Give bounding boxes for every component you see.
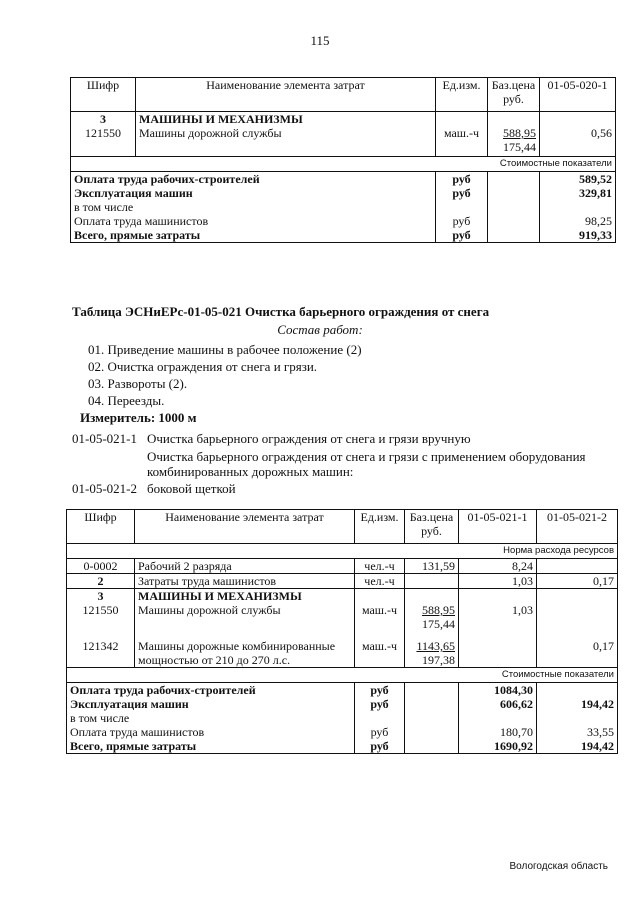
resource-unit: маш.-ч (436, 126, 488, 156)
section-code: 3 (71, 112, 136, 127)
resource-name: Машины дорожной службы (136, 126, 436, 156)
table1-header-row (71, 78, 616, 112)
col-price-header: Баз.цена руб. (488, 78, 540, 112)
resource-table-2 (66, 509, 618, 754)
cost-row: Оплата труда рабочих-строителей руб 1084,30 (67, 683, 618, 698)
list-item: 03. Развороты (2). (88, 376, 188, 391)
cost-row: Эксплуатация машин руб 329,81 (71, 186, 616, 200)
col-code-header: Шифр (67, 510, 135, 544)
table-row: 0-0002 Рабочий 2 разряда чел.-ч 131,59 8,24 (67, 559, 618, 574)
band-label: Стоимостные показатели (67, 668, 618, 683)
table-row: 121342 Машины дорожные комбинированные мощностью от 210 до 270 л.с. маш.-ч 1143,65 197,38 0,17 (67, 639, 618, 668)
cost-total-row: Всего, прямые затраты руб 1690,92 194,42 (67, 739, 618, 754)
cost-total-row: Всего, прямые затраты руб 919,33 (71, 228, 616, 243)
col-code-header: Шифр (71, 78, 136, 112)
cost-row: в том числе (71, 200, 616, 214)
table-title: Таблица ЭСНиЕРс-01-05-021 Очистка барьерного ограждения от снега (72, 304, 490, 319)
resource-value: 0,56 (540, 126, 616, 156)
item-text: боковой щеткой (147, 481, 236, 496)
col-rate-header: 01-05-020-1 (540, 78, 616, 112)
list-item: 02. Очистка ограждения от снега и грязи. (88, 359, 318, 374)
col-rate2-header: 01-05-021-2 (537, 510, 618, 544)
cost-row: Оплата труда машинистов руб 180,70 33,55 (67, 725, 618, 739)
item-code: 01-05-021-2 (72, 481, 137, 496)
col-name-header: Наименование элемента затрат (136, 78, 436, 112)
meter-label: Измеритель: 1000 м (80, 410, 197, 425)
band-row (71, 156, 616, 171)
col-unit-header: Ед.изм. (355, 510, 405, 544)
table-row (71, 126, 616, 156)
table2-header-row (67, 510, 618, 544)
machines-section-row: 3 МАШИНЫ И МЕХАНИЗМЫ (67, 589, 618, 604)
footer-region: Вологодская область (509, 861, 608, 872)
band-label: Стоимостные показатели (71, 156, 616, 171)
page-number: 115 (310, 33, 330, 48)
item-code: 01-05-021-1 (72, 431, 137, 446)
item-intro: Очистка барьерного ограждения от снега и грязи с применением оборудования (147, 449, 586, 464)
resource-table-1 (70, 77, 616, 243)
machines-section-row (71, 112, 616, 127)
composition-label: Состав работ: (277, 322, 363, 337)
cost-row: Оплата труда рабочих-строителей руб 589,52 (71, 171, 616, 186)
item-intro: комбинированных дорожных машин: (147, 464, 354, 479)
list-item: 01. Приведение машины в рабочее положение (2) (88, 342, 362, 357)
band-label: Норма расхода ресурсов (67, 544, 618, 559)
col-rate1-header: 01-05-021-1 (459, 510, 537, 544)
resource-code: 121550 (71, 126, 136, 156)
resource-price: 588,95 175,44 (488, 126, 540, 156)
table-row: 121550 Машины дорожной службы маш.-ч 588,95 175,44 1,03 (67, 603, 618, 639)
col-price-header: Баз.цена руб. (405, 510, 459, 544)
band-row (67, 544, 618, 559)
list-item: 04. Переезды. (88, 393, 165, 408)
cost-row: Эксплуатация машин руб 606,62 194,42 (67, 697, 618, 711)
band-row (67, 668, 618, 683)
table-row: 2 Затраты труда машинистов чел.-ч 1,03 0,17 (67, 574, 618, 589)
item-text: Очистка барьерного ограждения от снега и грязи вручную (147, 431, 471, 446)
section-title: МАШИНЫ И МЕХАНИЗМЫ (136, 112, 436, 127)
cost-row: Оплата труда машинистов руб 98,25 (71, 214, 616, 228)
col-unit-header: Ед.изм. (436, 78, 488, 112)
col-name-header: Наименование элемента затрат (135, 510, 355, 544)
cost-row: в том числе (67, 711, 618, 725)
